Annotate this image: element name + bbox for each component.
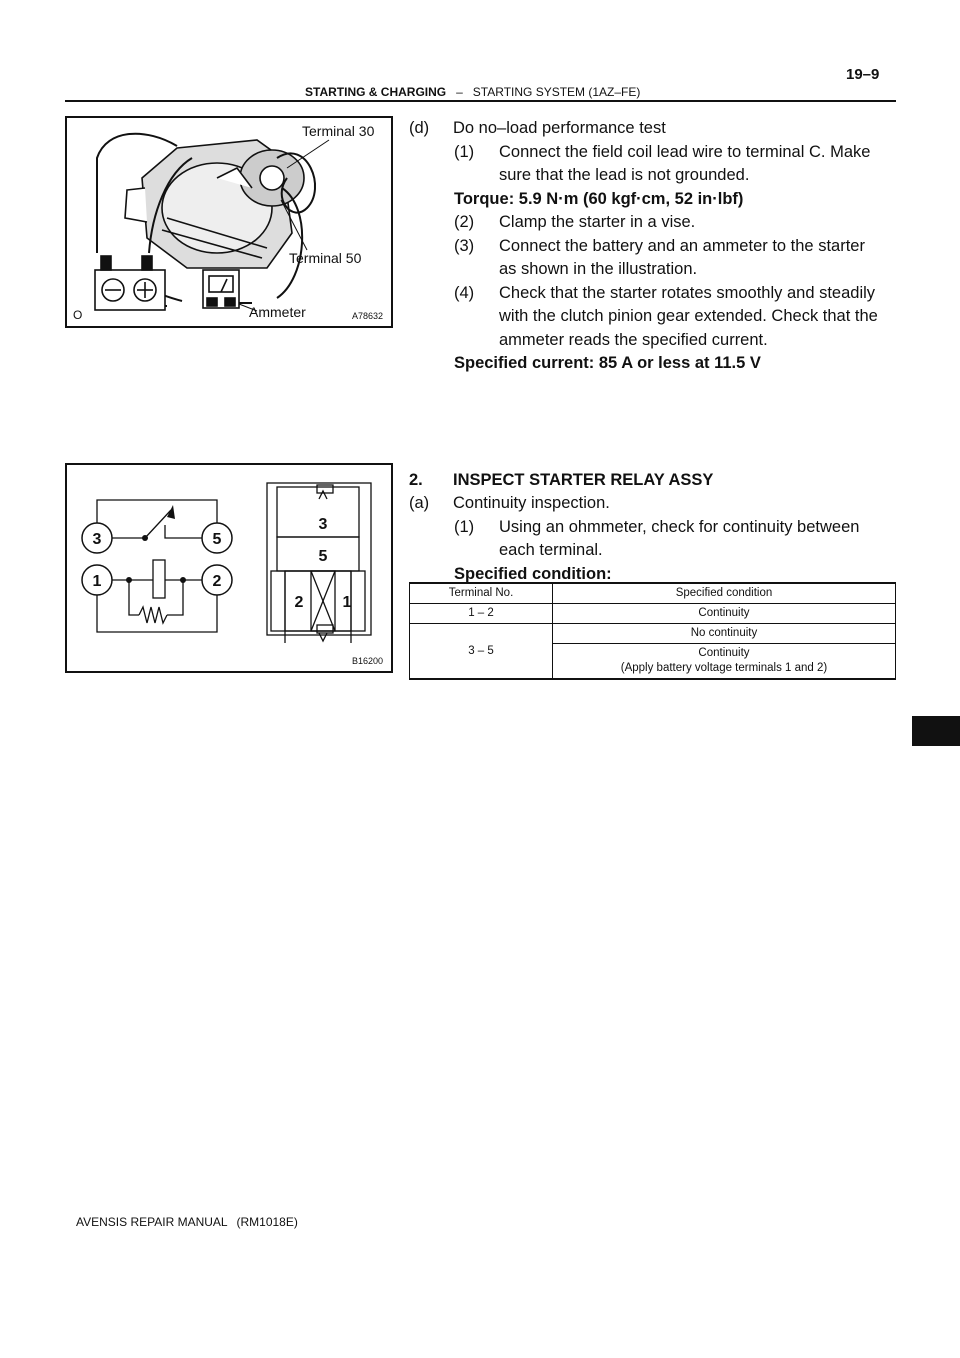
connector-terminal-5: 5 [318, 548, 328, 565]
step-d4 [409, 282, 896, 306]
table-header-condition: Specified condition [553, 583, 896, 604]
table-cell-condition: No continuity [553, 624, 896, 644]
table-header-row [410, 583, 896, 604]
page-header [305, 85, 640, 99]
step-d [409, 117, 896, 141]
step-d3 [409, 235, 896, 259]
section-title: STARTING & CHARGING [305, 85, 447, 99]
table-cell-terminal: 3 – 5 [410, 624, 553, 680]
connector-terminal-1: 1 [342, 594, 352, 611]
circuit-terminal-2: 2 [212, 573, 222, 590]
table-row [410, 624, 896, 644]
step-a1-num: (1) [454, 517, 475, 536]
figure-id: A78632 [352, 311, 384, 321]
starter-test-drawing [67, 118, 391, 326]
step-2-num: 2. [409, 470, 423, 489]
condition-line-2: (Apply battery voltage terminals 1 and 2) [620, 662, 828, 674]
starter-test-illustration [65, 116, 393, 328]
table-cell-condition: Continuity [553, 604, 896, 624]
step-d2 [409, 211, 896, 235]
step-d4-cont-2: ammeter reads the specified current. [499, 330, 768, 349]
continuity-table [409, 582, 896, 680]
step-d1-text-1: Connect the field coil lead wire to terminal C. Make [499, 142, 871, 161]
step-d4-text-1: Check that the starter rotates smoothly and steadily [499, 283, 876, 302]
step-a [409, 492, 896, 516]
step-d2-text: Clamp the starter in a vise. [499, 213, 696, 231]
step-d4-num: (4) [454, 283, 475, 302]
step-2 [409, 469, 896, 493]
table-cell-condition [553, 644, 896, 680]
step-d3-text-1: Connect the battery and an ammeter to the starter [499, 236, 865, 255]
table-row [410, 604, 896, 624]
header-dash: – [456, 85, 463, 99]
step-2-title: INSPECT STARTER RELAY ASSY [453, 470, 714, 489]
relay-circuit-drawing [67, 465, 391, 671]
step-d3-num: (3) [454, 236, 475, 255]
step-a-text: Continuity inspection. [453, 494, 610, 512]
circuit-terminal-5: 5 [212, 531, 222, 548]
terminal-30-label: Terminal 30 [302, 123, 375, 139]
terminal-50-label: Terminal 50 [289, 250, 362, 266]
relay-circuit-illustration [65, 463, 393, 673]
step-d-text: Do no–load performance test [453, 119, 666, 137]
table-header-terminal: Terminal No. [410, 583, 553, 604]
section-tab [912, 716, 960, 746]
current-spec: Specified current: 85 A or less at 11.5 V [454, 354, 761, 372]
figure-corner-mark: O [73, 308, 83, 322]
step-d1-num: (1) [454, 142, 475, 161]
page-number: 19–9 [846, 66, 880, 83]
step-a1-text-1: Using an ohmmeter, check for continuity between [499, 517, 860, 536]
step-a1 [409, 516, 896, 540]
step-d1 [409, 141, 896, 165]
page-footer [76, 1215, 298, 1229]
step-d-num: (d) [409, 119, 430, 137]
connector-terminal-2: 2 [294, 594, 304, 611]
step-d4-cont-1: with the clutch pinion gear extended. Check that the [499, 307, 878, 325]
circuit-terminal-3: 3 [92, 531, 102, 548]
torque-spec: Torque: 5.9 N·m (60 kgf·cm, 52 in·lbf) [454, 189, 744, 208]
step-d1-cont: sure that the lead is not grounded. [499, 166, 750, 184]
manual-code: (RM1018E) [236, 1215, 298, 1229]
procedure-text [409, 117, 896, 586]
step-a-num: (a) [409, 494, 430, 512]
condition-spec-label: Specified condition: [454, 564, 612, 583]
table-cell-terminal: 1 – 2 [410, 604, 553, 624]
connector-terminal-3: 3 [318, 516, 328, 533]
figure-id: B16200 [352, 656, 384, 666]
condition-line-1: Continuity [698, 647, 750, 659]
step-d3-cont: as shown in the illustration. [499, 260, 698, 278]
circuit-terminal-1: 1 [92, 573, 102, 590]
manual-title: AVENSIS REPAIR MANUAL [76, 1215, 228, 1229]
ammeter-label: Ammeter [249, 304, 306, 320]
subsection-title: STARTING SYSTEM (1AZ–FE) [472, 85, 641, 99]
header-rule [65, 100, 896, 102]
step-a1-cont: each terminal. [499, 541, 603, 559]
step-d2-num: (2) [454, 213, 475, 231]
